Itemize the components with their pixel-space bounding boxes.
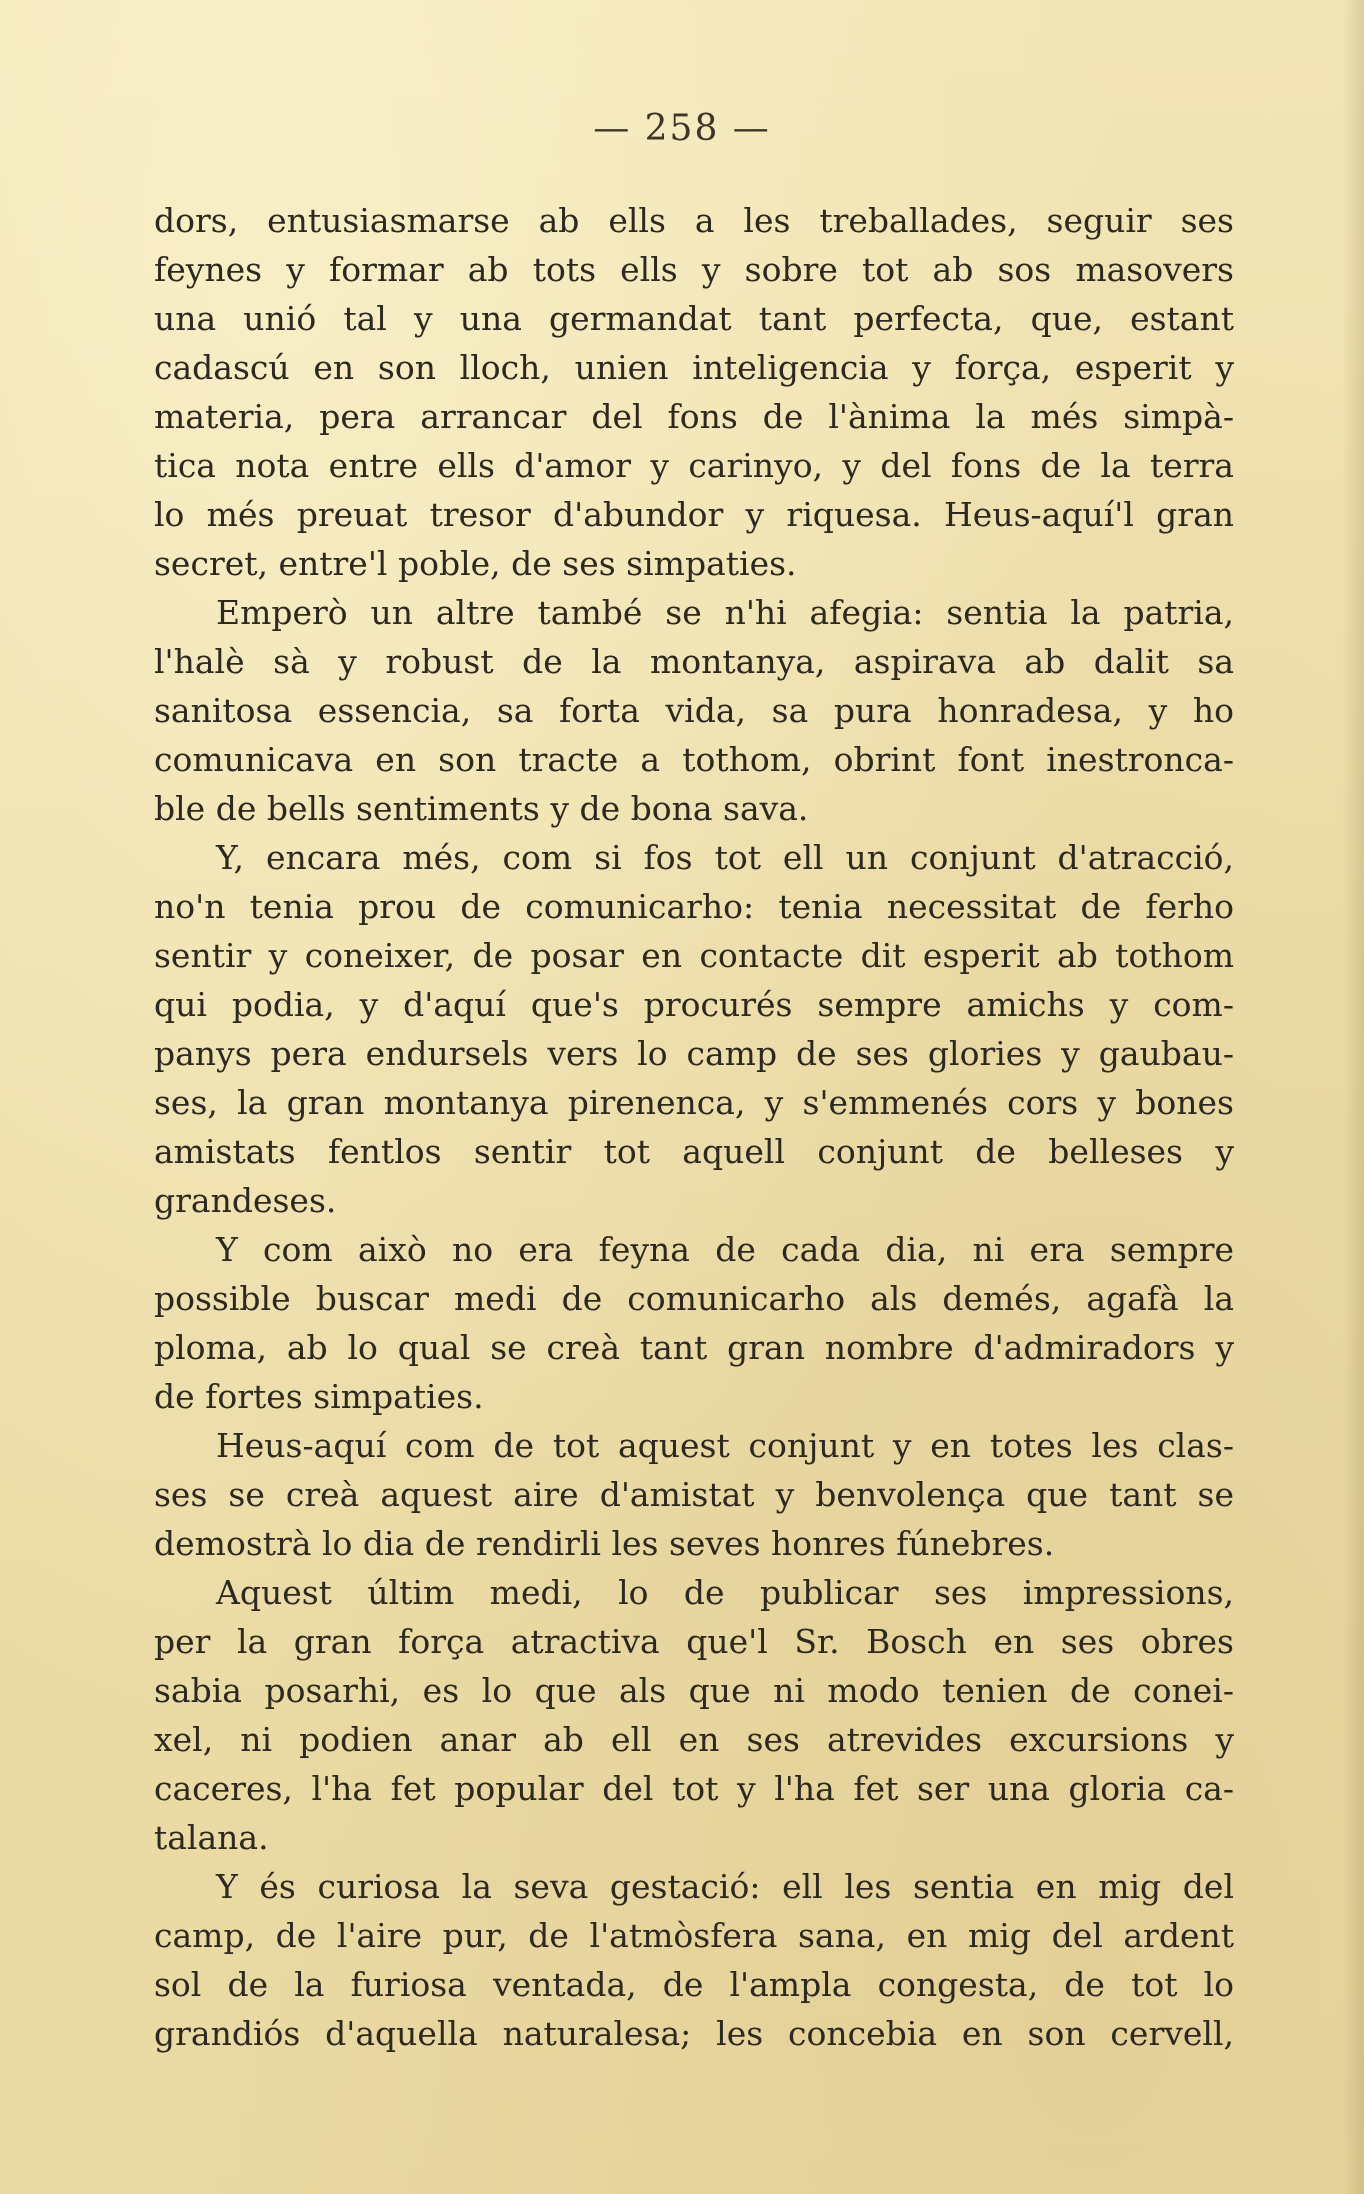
text-line: ble de bells sentiments y de bona sava.: [154, 789, 809, 828]
text-line: feynes y formar ab tots ells y sobre tot ab sos masovers: [154, 250, 1234, 289]
text-line: Y és curiosa la seva gestació: ell les sentia en mig del: [216, 1867, 1234, 1906]
text-line: tica nota entre ells d'amor y carinyo, y del fons de la terra: [154, 446, 1234, 485]
text-line: grandiós d'aquella naturalesa; les concebia en son cervell,: [154, 2014, 1234, 2053]
text-line: possible buscar medi de comunicarho als demés, agafà la: [154, 1279, 1234, 1318]
text-line: una unió tal y una germandat tant perfecta, que, estant: [154, 299, 1234, 338]
text-line: per la gran força atractiva que'l Sr. Bosch en ses obres: [154, 1622, 1234, 1661]
text-line: Y, encara més, com si fos tot ell un conjunt d'atracció,: [216, 838, 1234, 877]
text-line: lo més preuat tresor d'abundor y riquesa. Heus-aquí'l gran: [154, 495, 1234, 534]
text-line: grandeses.: [154, 1181, 337, 1220]
text-line: secret, entre'l poble, de ses simpaties.: [154, 544, 797, 583]
text-line: Heus-aquí com de tot aquest conjunt y en totes les clas-: [216, 1426, 1234, 1465]
page-edge-shadow: [1342, 0, 1364, 2194]
text-line: talana.: [154, 1818, 269, 1857]
text-line: Aquest últim medi, lo de publicar ses impressions,: [216, 1573, 1234, 1612]
text-line: sabia posarhi, es lo que als que ni modo tenien de conei-: [154, 1671, 1234, 1710]
text-line: Emperò un altre també se n'hi afegia: sentia la patria,: [216, 593, 1234, 632]
text-line: camp, de l'aire pur, de l'atmòsfera sana, en mig del ardent: [154, 1916, 1234, 1955]
text-line: comunicava en son tracte a tothom, obrint font inestronca-: [154, 740, 1234, 779]
text-line: Y com això no era feyna de cada dia, ni era sempre: [216, 1230, 1234, 1269]
text-line: sol de la furiosa ventada, de l'ampla congesta, de tot lo: [154, 1965, 1234, 2004]
text-line: sentir y coneixer, de posar en contacte dit esperit ab tothom: [154, 936, 1234, 975]
text-line: no'n tenia prou de comunicarho: tenia necessitat de ferho: [154, 887, 1234, 926]
text-line: cadascú en son lloch, unien inteligencia y força, esperit y: [154, 348, 1234, 387]
text-line: qui podia, y d'aquí que's procurés sempre amichs y com-: [154, 985, 1234, 1024]
text-line: amistats fentlos sentir tot aquell conjunt de belleses y: [154, 1132, 1234, 1171]
text-line: panys pera endursels vers lo camp de ses glories y gaubau-: [154, 1034, 1234, 1073]
text-line: dors, entusiasmarse ab ells a les treballades, seguir ses: [154, 201, 1234, 240]
text-line: ses, la gran montanya pirenenca, y s'emmenés cors y bones: [154, 1083, 1234, 1122]
text-line: demostrà lo dia de rendirli les seves honres fúnebres.: [154, 1524, 1055, 1563]
text-line: sanitosa essencia, sa forta vida, sa pura honradesa, y ho: [154, 691, 1234, 730]
text-line: ploma, ab lo qual se creà tant gran nombre d'admiradors y: [154, 1328, 1234, 1367]
page-number: — 258 —: [593, 108, 771, 149]
text-line: materia, pera arrancar del fons de l'ànima la més simpà-: [154, 397, 1234, 436]
text-line: de fortes simpaties.: [154, 1377, 484, 1416]
body-text: [154, 196, 1234, 2058]
text-line: l'halè sà y robust de la montanya, aspirava ab dalit sa: [154, 642, 1234, 681]
text-line: ses se creà aquest aire d'amistat y benvolença que tant se: [154, 1475, 1234, 1514]
text-line: caceres, l'ha fet popular del tot y l'ha fet ser una gloria ca-: [154, 1769, 1234, 1808]
text-line: xel, ni podien anar ab ell en ses atrevides excursions y: [154, 1720, 1234, 1759]
